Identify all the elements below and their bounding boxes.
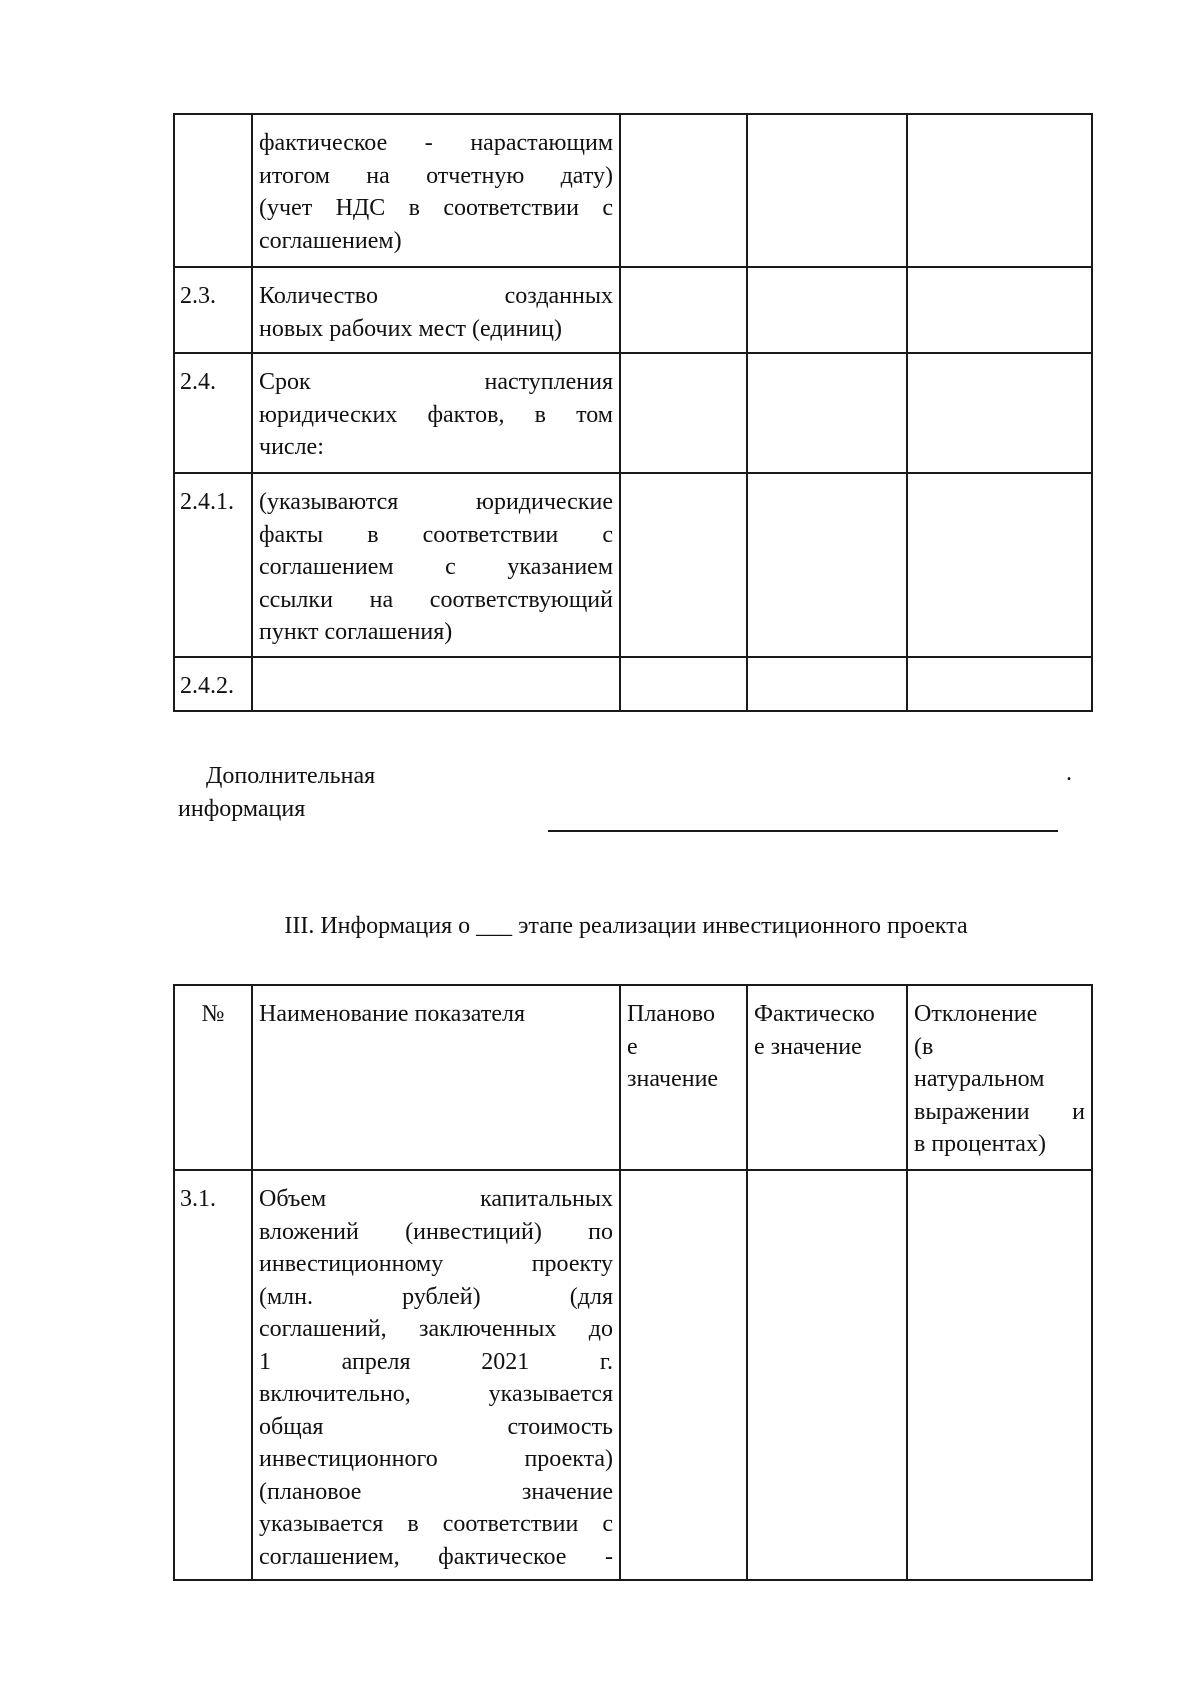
actual-value-cell [747,657,907,711]
text-line: вложений (инвестиций) по [259,1218,613,1245]
text-line: новых рабочих мест (единиц) [259,315,562,342]
table-row [174,473,1092,657]
indicator-name-cell [252,657,620,711]
text-line: соглашений, заключенных до [259,1316,613,1342]
additional-info-label [178,760,375,825]
text-line: е значение [754,1033,862,1060]
text-line: 1 апреля 2021 г. [259,1348,613,1375]
actual-value-cell [747,353,907,473]
table-row [174,114,1092,267]
deviation-cell [907,114,1092,267]
header-planned-value [620,985,747,1170]
deviation-cell [907,473,1092,657]
text-line: указывается в соответствии с [259,1511,613,1537]
table-row [174,657,1092,711]
text-line: (учет НДС в соответствии с [259,195,613,221]
text-line: е [627,1033,638,1060]
deviation-cell [907,1170,1092,1580]
text-line: числе: [259,434,324,460]
text-line: соглашением с указанием [259,554,613,580]
text-line: выражении и [914,1098,1085,1125]
text-line: Срок наступления [259,369,613,395]
deviation-cell [907,267,1092,353]
additional-info-fill-line [548,830,1058,832]
text-line: включительно, указывается [259,1381,613,1407]
additional-info-line1: Дополнительная [206,763,376,789]
text-line: Отклонение [914,1001,1038,1027]
table-header-row [174,985,1092,1170]
text-line: в процентах) [914,1131,1046,1157]
text-line: Фактическо [754,1001,875,1027]
text-line: инвестиционного проекта) [259,1446,613,1472]
text-line: итогом на отчетную дату) [259,162,613,189]
text-line: пункт соглашения) [259,619,453,645]
row-number-cell: 2.4.1. [174,473,252,657]
row-number-cell: 2.4.2. [174,657,252,711]
actual-value-cell [747,473,907,657]
text-line: общая стоимость [259,1413,613,1440]
text-line: (указываются юридические [259,489,613,515]
planned-value-cell [620,114,747,267]
text-line: инвестиционному проекту [259,1251,613,1277]
row-number-cell [174,114,252,267]
planned-value-cell [620,473,747,657]
text-line: фактическое - нарастающим [259,130,613,156]
text-line: ссылки на соответствующий [259,586,613,613]
row-number-cell: 2.4. [174,353,252,473]
planned-value-cell [620,353,747,473]
table-row [174,267,1092,353]
actual-value-cell [747,1170,907,1580]
table-row [174,353,1092,473]
indicator-name-cell [252,1170,620,1580]
indicator-name-cell [252,353,620,473]
text-line: натуральном [914,1066,1045,1092]
text-line: факты в соответствии с [259,521,613,548]
header-number: № [174,985,252,1170]
indicator-name-cell [252,267,620,353]
additional-info-dot: . [1066,760,1072,786]
header-indicator-name: Наименование показателя [252,985,620,1170]
text-line: соглашением) [259,227,402,254]
table-row [174,1170,1092,1580]
header-actual-value [747,985,907,1170]
text-line: Количество созданных [259,283,613,309]
text-line: юридических фактов, в том [259,401,613,428]
text-line: (в [914,1033,934,1060]
additional-info-line2: информация [178,795,306,822]
text-line: (млн. рублей) (для [259,1283,613,1310]
text-line: Планово [627,1001,715,1027]
planned-value-cell [620,657,747,711]
row-number-cell: 2.3. [174,267,252,353]
indicator-name-cell [252,473,620,657]
planned-value-cell [620,267,747,353]
planned-value-cell [620,1170,747,1580]
stage-indicators-table [173,984,1093,1581]
section-3-title: III. Информация о ___ этапе реализации инвестиционного проекта [284,913,968,939]
text-line: соглашением, фактическое - [259,1543,613,1570]
actual-value-cell [747,267,907,353]
indicators-table-continued [173,113,1093,712]
deviation-cell [907,657,1092,711]
text-line: значение [627,1066,719,1092]
text-line: Объем капитальных [259,1186,613,1212]
text-line: (плановое значение [259,1478,613,1505]
deviation-cell [907,353,1092,473]
row-number-cell: 3.1. [174,1170,252,1580]
indicator-name-cell [252,114,620,267]
actual-value-cell [747,114,907,267]
header-deviation [907,985,1092,1170]
